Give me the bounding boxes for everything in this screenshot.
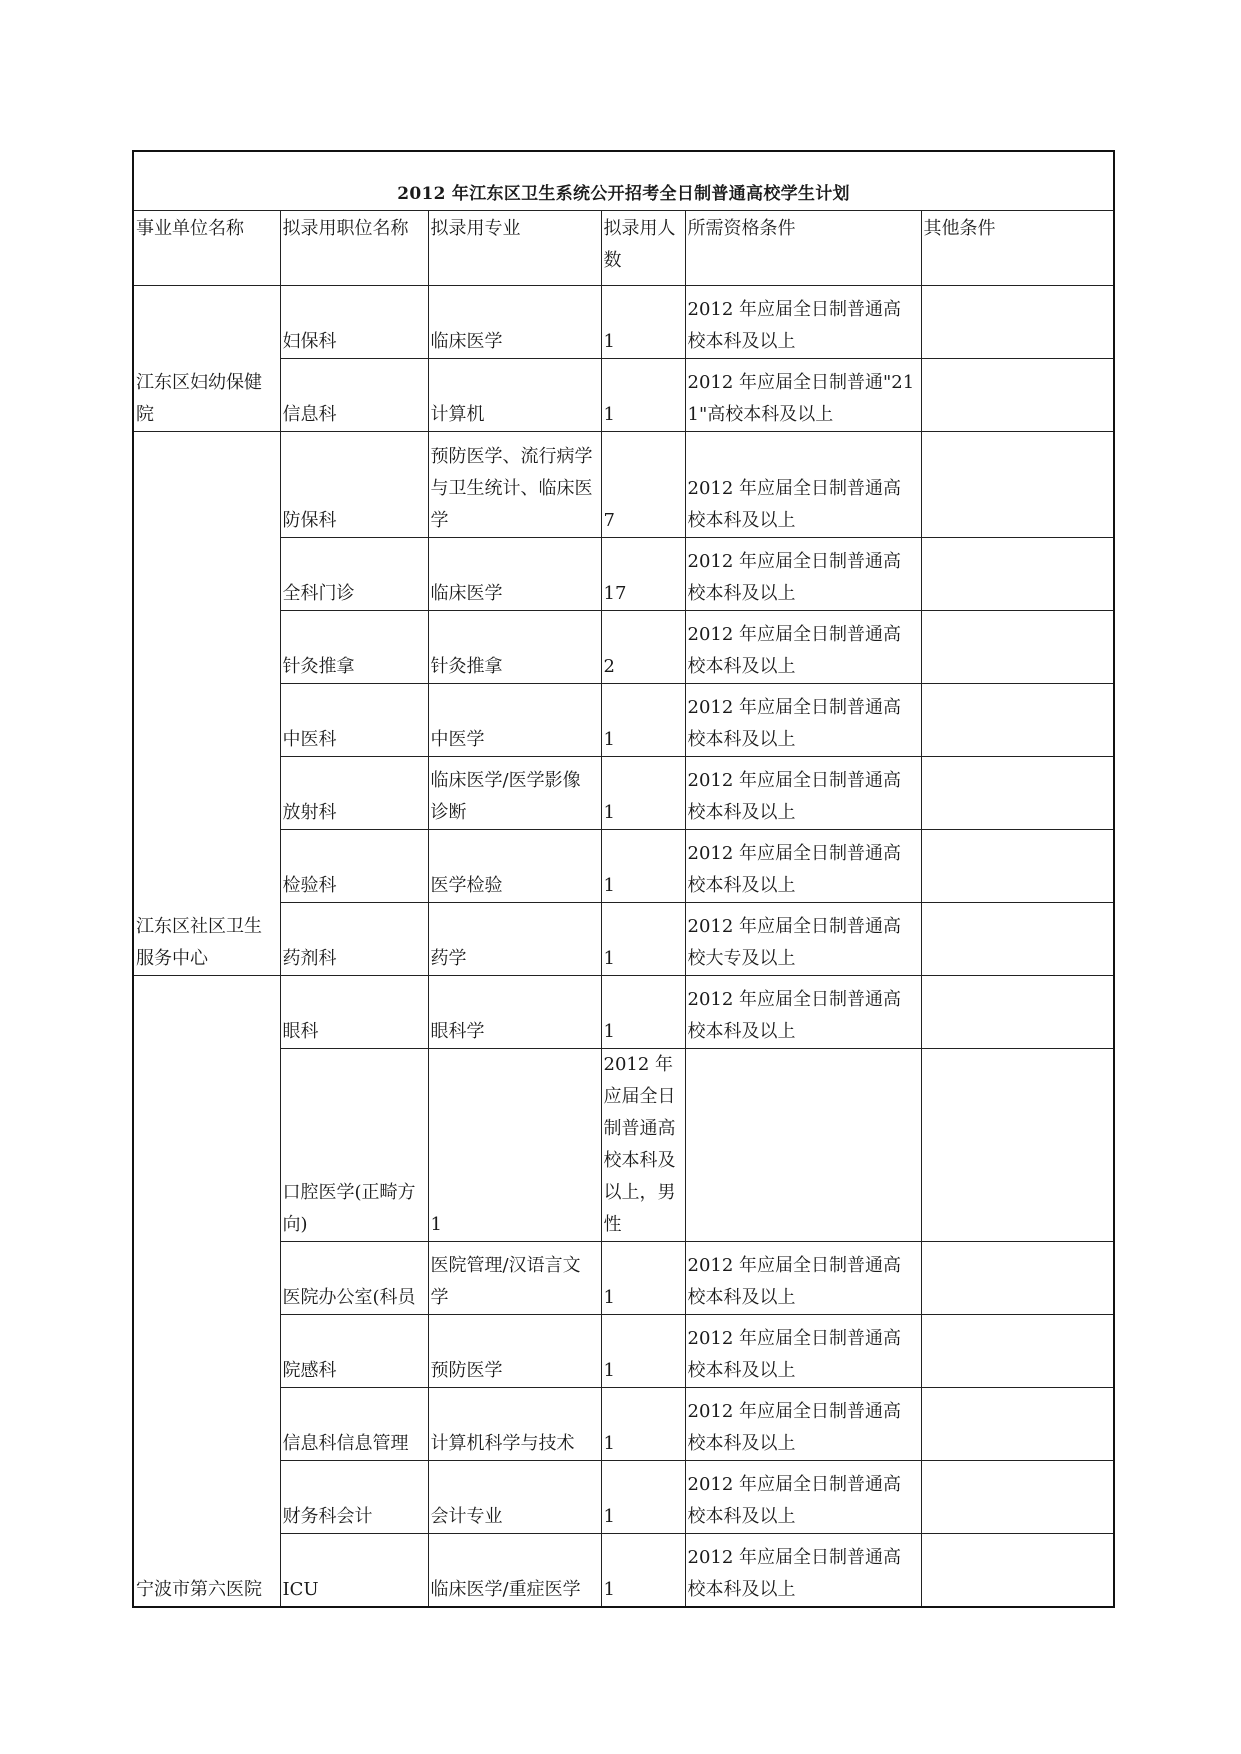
- table-row: [133, 1461, 1114, 1534]
- other-cell: [921, 830, 1114, 903]
- major-cell: 临床医学/重症医学: [428, 1534, 601, 1607]
- other-cell: [921, 903, 1114, 976]
- table-row: [133, 611, 1114, 684]
- position-cell: 全科门诊: [280, 538, 428, 611]
- major-cell: 临床医学/医学影像诊断: [428, 757, 601, 830]
- major-cell: 1: [428, 1049, 601, 1242]
- header-qualification: 所需资格条件: [685, 211, 921, 286]
- other-cell: [921, 538, 1114, 611]
- major-cell: 眼科学: [428, 976, 601, 1049]
- position-cell: 防保科: [280, 432, 428, 538]
- table-row: [133, 903, 1114, 976]
- qualification-cell: 2012 年应届全日制普通高校本科及以上: [685, 611, 921, 684]
- other-cell: [921, 1049, 1114, 1242]
- document-page: [132, 150, 1113, 1608]
- major-cell: 预防医学、流行病学与卫生统计、临床医学: [428, 432, 601, 538]
- qualification-cell: 2012 年应届全日制普通高校本科及以上: [685, 432, 921, 538]
- qualification-cell: 2012 年应届全日制普通"211"高校本科及以上: [685, 359, 921, 432]
- other-cell: [921, 684, 1114, 757]
- count-cell: 1: [601, 976, 685, 1049]
- count-cell: 1: [601, 684, 685, 757]
- other-cell: [921, 1388, 1114, 1461]
- other-cell: [921, 1242, 1114, 1315]
- count-cell: 2: [601, 611, 685, 684]
- header-position: 拟录用职位名称: [280, 211, 428, 286]
- other-cell: [921, 359, 1114, 432]
- count-cell: 17: [601, 538, 685, 611]
- major-cell: 临床医学: [428, 286, 601, 359]
- position-cell: 财务科会计: [280, 1461, 428, 1534]
- other-cell: [921, 757, 1114, 830]
- count-cell: 1: [601, 1388, 685, 1461]
- major-cell: 医学检验: [428, 830, 601, 903]
- table-title: 2012 年江东区卫生系统公开招考全日制普通高校学生计划: [133, 151, 1114, 211]
- header-row: [133, 211, 1114, 286]
- table-row: [133, 1315, 1114, 1388]
- position-cell: 针灸推拿: [280, 611, 428, 684]
- position-cell: 信息科信息管理: [280, 1388, 428, 1461]
- other-cell: [921, 1534, 1114, 1607]
- other-cell: [921, 611, 1114, 684]
- qualification-cell: 2012 年应届全日制普通高校本科及以上: [685, 1461, 921, 1534]
- count-cell: 1: [601, 359, 685, 432]
- qualification-cell: 2012 年应届全日制普通高校本科及以上: [685, 538, 921, 611]
- count-cell: 1: [601, 903, 685, 976]
- header-other: 其他条件: [921, 211, 1114, 286]
- table-row: [133, 1242, 1114, 1315]
- unit-name-cell: 宁波市第六医院: [133, 976, 280, 1607]
- position-cell: 妇保科: [280, 286, 428, 359]
- position-cell: 检验科: [280, 830, 428, 903]
- qualification-cell: [685, 1049, 921, 1242]
- count-cell: 1: [601, 757, 685, 830]
- table-row: [133, 976, 1114, 1049]
- unit-name-cell: 江东区妇幼保健院: [133, 286, 280, 432]
- major-cell: 药学: [428, 903, 601, 976]
- major-cell: 医院管理/汉语言文学: [428, 1242, 601, 1315]
- table-row: [133, 1534, 1114, 1607]
- qualification-cell: 2012 年应届全日制普通高校本科及以上: [685, 976, 921, 1049]
- position-cell: 医院办公室(科员: [280, 1242, 428, 1315]
- header-major: 拟录用专业: [428, 211, 601, 286]
- unit-name-cell: 江东区社区卫生服务中心: [133, 432, 280, 976]
- qualification-cell: 2012 年应届全日制普通高校大专及以上: [685, 903, 921, 976]
- table-row: [133, 286, 1114, 359]
- position-cell: 院感科: [280, 1315, 428, 1388]
- position-cell: 眼科: [280, 976, 428, 1049]
- other-cell: [921, 432, 1114, 538]
- qualification-cell: 2012 年应届全日制普通高校本科及以上: [685, 757, 921, 830]
- table-row: [133, 1049, 1114, 1242]
- other-cell: [921, 286, 1114, 359]
- header-unit: 事业单位名称: [133, 211, 280, 286]
- count-cell: 1: [601, 286, 685, 359]
- major-cell: 会计专业: [428, 1461, 601, 1534]
- position-cell: 药剂科: [280, 903, 428, 976]
- major-cell: 临床医学: [428, 538, 601, 611]
- major-cell: 计算机科学与技术: [428, 1388, 601, 1461]
- count-cell: 1: [601, 1461, 685, 1534]
- count-cell: 2012 年应届全日制普通高校本科及以上，男性: [601, 1049, 685, 1242]
- qualification-cell: 2012 年应届全日制普通高校本科及以上: [685, 1315, 921, 1388]
- qualification-cell: 2012 年应届全日制普通高校本科及以上: [685, 830, 921, 903]
- position-cell: ICU: [280, 1534, 428, 1607]
- qualification-cell: 2012 年应届全日制普通高校本科及以上: [685, 1242, 921, 1315]
- other-cell: [921, 1461, 1114, 1534]
- table-row: [133, 538, 1114, 611]
- position-cell: 放射科: [280, 757, 428, 830]
- other-cell: [921, 1315, 1114, 1388]
- major-cell: 针灸推拿: [428, 611, 601, 684]
- table-row: [133, 830, 1114, 903]
- count-cell: 7: [601, 432, 685, 538]
- major-cell: 中医学: [428, 684, 601, 757]
- major-cell: 预防医学: [428, 1315, 601, 1388]
- other-cell: [921, 976, 1114, 1049]
- major-cell: 计算机: [428, 359, 601, 432]
- count-cell: 1: [601, 1242, 685, 1315]
- header-count: 拟录用人数: [601, 211, 685, 286]
- position-cell: 中医科: [280, 684, 428, 757]
- count-cell: 1: [601, 1315, 685, 1388]
- table-row: [133, 684, 1114, 757]
- table-row: [133, 432, 1114, 538]
- table-row: [133, 359, 1114, 432]
- qualification-cell: 2012 年应届全日制普通高校本科及以上: [685, 1534, 921, 1607]
- position-cell: 口腔医学(正畸方向): [280, 1049, 428, 1242]
- table-row: [133, 1388, 1114, 1461]
- count-cell: 1: [601, 1534, 685, 1607]
- recruitment-plan-table: [132, 150, 1115, 1608]
- qualification-cell: 2012 年应届全日制普通高校本科及以上: [685, 684, 921, 757]
- count-cell: 1: [601, 830, 685, 903]
- table-row: [133, 757, 1114, 830]
- position-cell: 信息科: [280, 359, 428, 432]
- qualification-cell: 2012 年应届全日制普通高校本科及以上: [685, 286, 921, 359]
- qualification-cell: 2012 年应届全日制普通高校本科及以上: [685, 1388, 921, 1461]
